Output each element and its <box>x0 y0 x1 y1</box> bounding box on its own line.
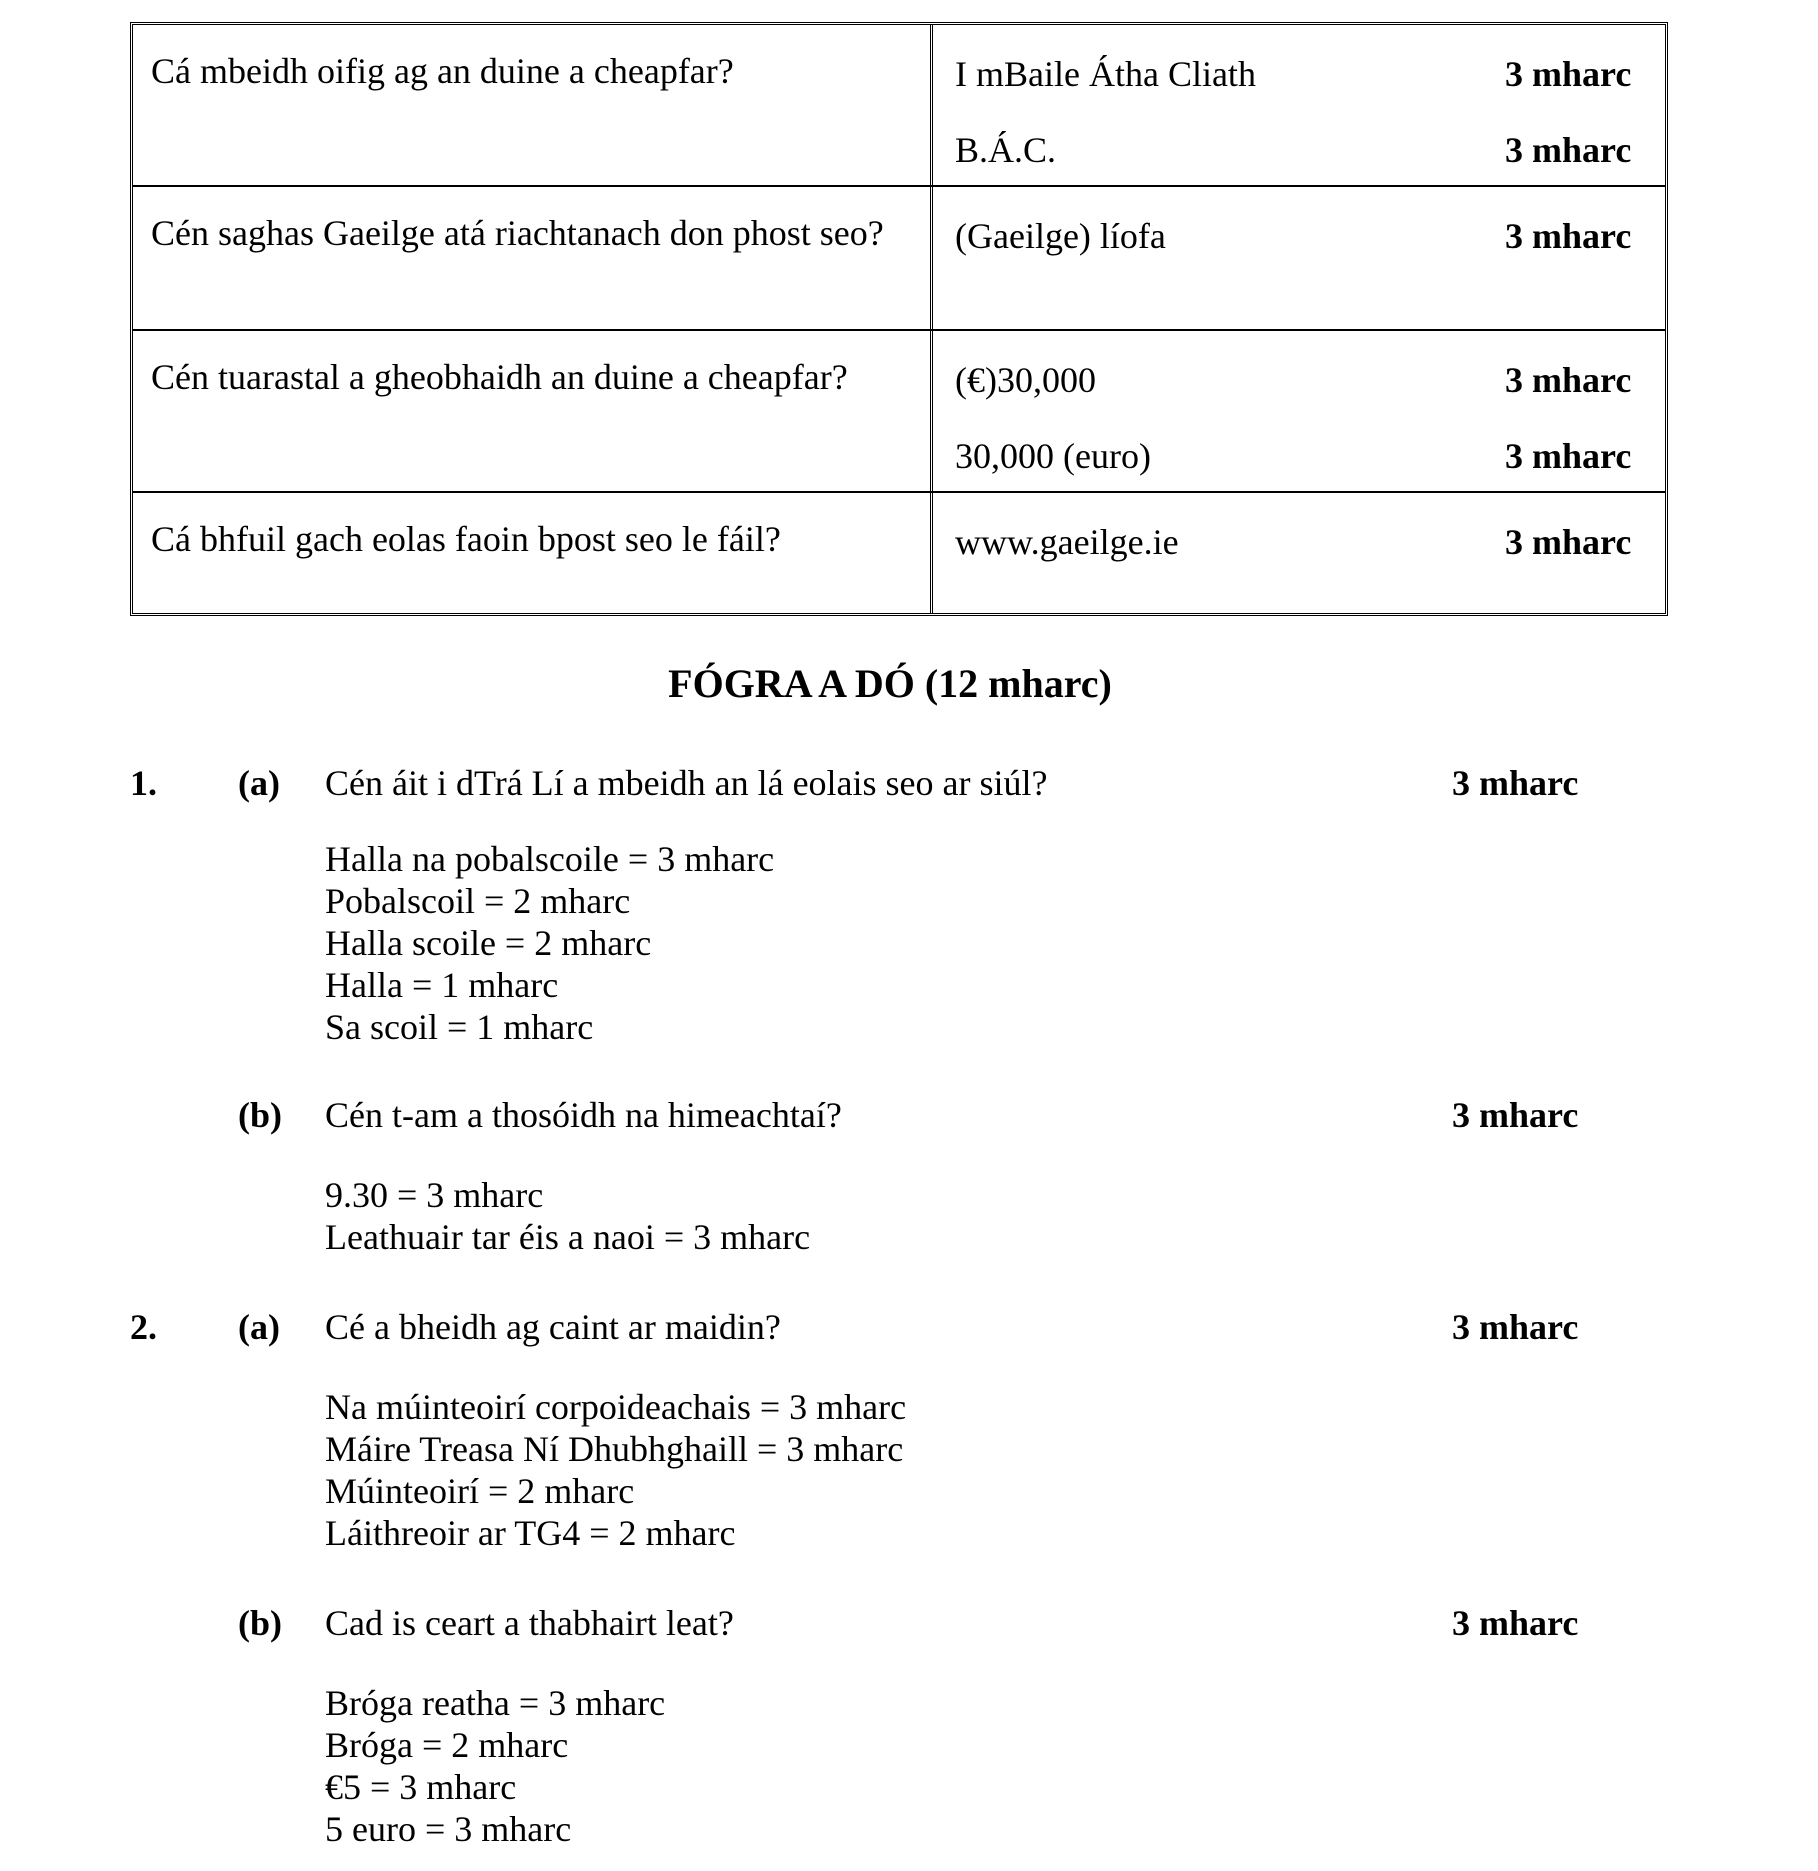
list-item: Halla na pobalscoile = 3 mharc <box>325 839 775 879</box>
accepted-answers-list <box>325 1174 810 1258</box>
answer-mark: 3 mharc <box>1505 216 1632 256</box>
answer-line <box>955 521 1665 597</box>
list-item: Bróga = 2 mharc <box>325 1725 569 1765</box>
answer-text: www.gaeilge.ie <box>955 522 1179 562</box>
list-item: Na múinteoirí corpoideachais = 3 mharc <box>325 1387 907 1427</box>
list-item: 5 euro = 3 mharc <box>325 1809 572 1849</box>
answer-mark: 3 mharc <box>1505 360 1632 400</box>
table-question: Cá mbeidh oifig ag an duine a cheapfar? <box>133 25 933 185</box>
table-row <box>133 329 1665 491</box>
list-item: Sa scoil = 1 mharc <box>325 1007 594 1047</box>
list-item: Láithreoir ar TG4 = 2 mharc <box>325 1513 736 1553</box>
accepted-answers-list <box>325 1682 665 1850</box>
answer-mark: 3 mharc <box>1505 522 1632 562</box>
question-text: Cén áit i dTrá Lí a mbeidh an lá eolais seo ar siúl? <box>325 763 1048 803</box>
answer-text: B.Á.C. <box>955 130 1057 170</box>
question-part-label: (a) <box>238 763 280 803</box>
table-question: Cá bhfuil gach eolas faoin bpost seo le fáil? <box>133 493 933 613</box>
question-number: 1. <box>130 763 157 803</box>
answer-mark: 3 mharc <box>1505 130 1632 170</box>
table-row <box>133 25 1665 185</box>
answer-line <box>955 215 1665 291</box>
list-item: Halla scoile = 2 mharc <box>325 923 652 963</box>
table-answer-cell <box>933 331 1665 491</box>
accepted-answers-list <box>325 1386 906 1554</box>
table-question: Cén tuarastal a gheobhaidh an duine a cheapfar? <box>133 331 933 491</box>
list-item: €5 = 3 mharc <box>325 1767 517 1807</box>
answer-text: (Gaeilge) líofa <box>955 216 1166 256</box>
list-item: Múinteoirí = 2 mharc <box>325 1471 635 1511</box>
question-part-label: (a) <box>238 1307 280 1347</box>
list-item: Bróga reatha = 3 mharc <box>325 1683 666 1723</box>
table-answer-cell <box>933 187 1665 329</box>
list-item: Pobalscoil = 2 mharc <box>325 881 631 921</box>
accepted-answers-list <box>325 838 774 1048</box>
answer-mark: 3 mharc <box>1505 54 1632 94</box>
answer-text: (€)30,000 <box>955 360 1096 400</box>
question-text: Cad is ceart a thabhairt leat? <box>325 1603 734 1643</box>
list-item: 9.30 = 3 mharc <box>325 1175 544 1215</box>
list-item: Leathuair tar éis a naoi = 3 mharc <box>325 1217 811 1257</box>
question-mark: 3 mharc <box>1452 1095 1579 1135</box>
question-number: 2. <box>130 1307 157 1347</box>
question-mark: 3 mharc <box>1452 763 1579 803</box>
question-part-label: (b) <box>238 1095 282 1135</box>
table-answer-cell <box>933 25 1665 185</box>
table-row <box>133 185 1665 329</box>
answer-text: 30,000 (euro) <box>955 436 1151 476</box>
answer-table <box>130 22 1668 616</box>
list-item: Máire Treasa Ní Dhubhghaill = 3 mharc <box>325 1429 904 1469</box>
list-item: Halla = 1 mharc <box>325 965 559 1005</box>
question-text: Cén t-am a thosóidh na himeachtaí? <box>325 1095 842 1135</box>
answer-line <box>955 53 1665 129</box>
table-question: Cén saghas Gaeilge atá riachtanach don phost seo? <box>133 187 933 329</box>
question-text: Cé a bheidh ag caint ar maidin? <box>325 1307 781 1347</box>
table-row <box>133 491 1665 613</box>
table-answer-cell <box>933 493 1665 613</box>
answer-mark: 3 mharc <box>1505 436 1632 476</box>
question-part-label: (b) <box>238 1603 282 1643</box>
section-heading: FÓGRA A DÓ (12 mharc) <box>668 661 1112 706</box>
answer-line <box>955 359 1665 435</box>
question-mark: 3 mharc <box>1452 1603 1579 1643</box>
answer-text: I mBaile Átha Cliath <box>955 54 1256 94</box>
question-mark: 3 mharc <box>1452 1307 1579 1347</box>
